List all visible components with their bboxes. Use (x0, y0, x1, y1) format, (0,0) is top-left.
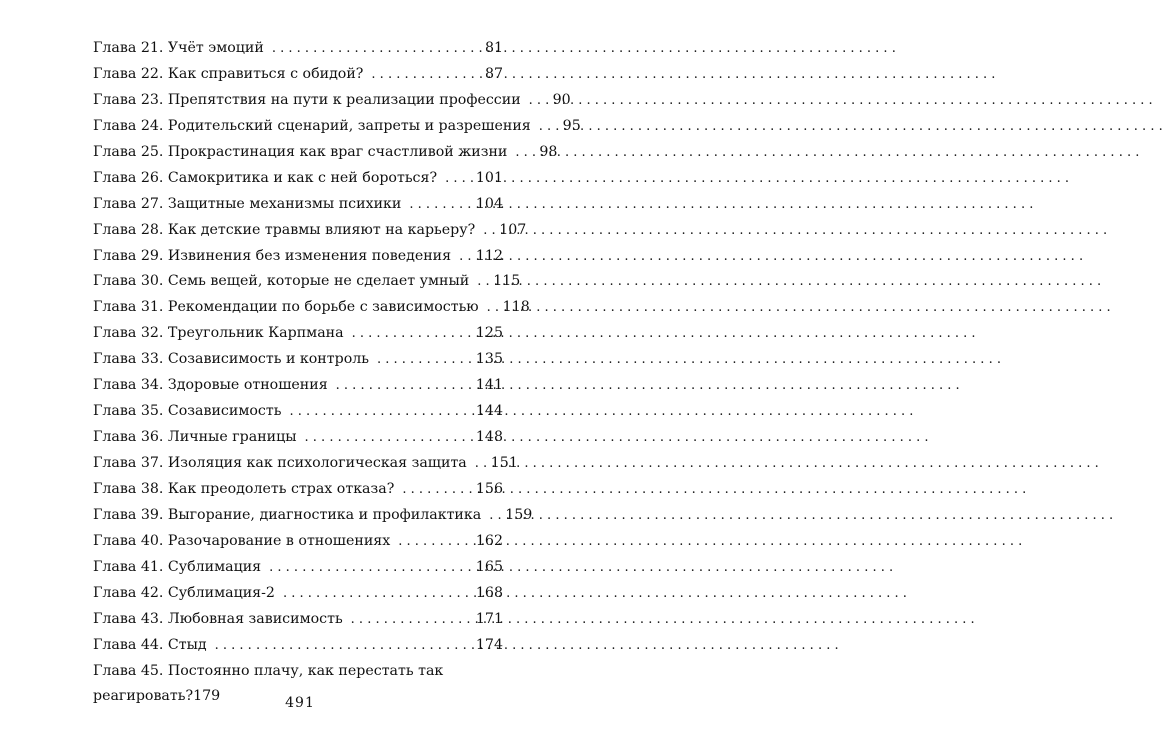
toc-entry-title: Глава 26. Самокритика и как с ней бороться? (93, 169, 438, 186)
toc-entry-page: 125 (475, 325, 503, 342)
toc-entry-leader (305, 425, 472, 451)
toc-entry-page: 104 (475, 195, 503, 212)
toc-entry-page: 162 (475, 532, 503, 549)
toc-entry-page: 115 (493, 273, 521, 290)
toc-entry-leader (371, 62, 473, 88)
toc-entry-title: Глава 24. Родительский сценарий, запреты и разрешения (93, 117, 531, 134)
toc-entry-page: 174 (475, 636, 503, 653)
toc-entry-title: Глава 23. Препятствия на пути к реализации профессии (93, 91, 521, 108)
toc-entry-page: 179 (193, 688, 221, 705)
toc-entry-page: 90 (552, 91, 571, 108)
toc-entry-page: 168 (475, 584, 503, 601)
toc-entry-page: 118 (502, 299, 530, 316)
toc-entry (93, 477, 503, 503)
toc-entry-title: Глава 38. Как преодолеть страх отказа? (93, 480, 395, 497)
toc-entry-leader (351, 607, 472, 633)
toc-entry-leader (483, 218, 495, 244)
toc-entry-title: Глава 22. Как справиться с обидой? (93, 65, 364, 82)
toc-entry-leader (269, 555, 472, 581)
toc-entry (93, 425, 503, 451)
toc-entry (93, 503, 533, 529)
toc-entry-leader (283, 581, 472, 607)
toc-entry-page: 135 (475, 351, 503, 368)
toc-entry-title: Глава 28. Как детские травмы влияют на карьеру? (93, 221, 476, 238)
toc-entry-title: Глава 25. Прокрастинация как враг счастливой жизни (93, 143, 508, 160)
toc-entry-page: 107 (499, 221, 527, 238)
toc-entry (93, 529, 503, 555)
toc-entry-leader (336, 373, 472, 399)
toc-entry-page: 171 (475, 610, 503, 627)
table-of-contents (93, 36, 581, 710)
toc-entry-title: Глава 31. Рекомендации по борьбе с зависимостью (93, 299, 479, 316)
toc-entry-title: Глава 29. Извинения без изменения поведения (93, 247, 452, 264)
toc-entry-title: Глава 21. Учёт эмоций (93, 40, 264, 56)
toc-entry-leader (289, 399, 471, 425)
toc-entry-page: 156 (475, 480, 503, 497)
toc-entry-page: 141 (475, 377, 503, 394)
toc-entry (93, 347, 503, 373)
toc-entry (93, 192, 503, 218)
toc-entry-title: Глава 32. Треугольник Карпмана (93, 325, 344, 342)
toc-entry (93, 88, 571, 114)
toc-entry-leader (272, 36, 473, 62)
toc-entry-leader (402, 477, 472, 503)
toc-entry (93, 114, 581, 140)
toc-entry-title-line1: Глава 45. Постоянно плачу, как перестать так (93, 662, 444, 679)
toc-entry-leader (539, 114, 551, 140)
toc-entry (93, 581, 503, 607)
toc-entry (93, 218, 527, 244)
toc-entry (93, 451, 518, 477)
toc-entry (93, 607, 503, 633)
toc-entry-page: 151 (490, 455, 518, 471)
toc-entry-leader (445, 166, 472, 192)
toc-entry-title: Глава 40. Разочарование в отношениях (93, 532, 391, 549)
toc-entry-leader (529, 88, 541, 114)
toc-entry-leader (477, 269, 489, 295)
toc-entry (93, 269, 521, 295)
toc-entry-leader (515, 140, 527, 166)
toc-entry (93, 555, 503, 581)
toc-entry-leader (352, 321, 472, 347)
toc-entry-page: 95 (562, 117, 581, 134)
toc-entry (93, 633, 503, 659)
toc-entry-title: Глава 30. Семь вещей, которые не сделает умный (93, 273, 470, 290)
toc-entry-leader (487, 295, 499, 321)
toc-entry-page: 165 (475, 558, 503, 575)
toc-entry (93, 166, 503, 192)
toc-entry-title: Глава 34. Здоровые отношения (93, 377, 328, 394)
toc-entry-title-line2: реагировать? (93, 688, 194, 705)
toc-entry (93, 373, 503, 399)
toc-entry-page: 148 (475, 429, 503, 446)
toc-entry-page: 159 (505, 506, 533, 523)
toc-entry-leader (409, 192, 472, 218)
toc-entry-page: 112 (475, 247, 503, 264)
toc-entry-page: 98 (539, 143, 558, 160)
toc-entry-leader (377, 347, 472, 373)
toc-entry (93, 321, 503, 347)
toc-entry-leader (489, 503, 501, 529)
toc-entry-title: Глава 43. Любовная зависимость (93, 610, 343, 627)
toc-entry-leader (215, 633, 472, 659)
toc-entry-page: 144 (475, 403, 503, 420)
toc-entry-leader (475, 451, 487, 477)
toc-entry-title: Глава 27. Защитные механизмы психики (93, 195, 402, 212)
toc-entry-title: Глава 33. Созависимость и контроль (93, 351, 369, 368)
toc-entry-title: Глава 41. Сублимация (93, 558, 262, 575)
toc-entry (93, 140, 558, 166)
toc-entry-title: Глава 44. Стыд (93, 636, 207, 653)
toc-entry-title: Глава 39. Выгорание, диагностика и профилактика (93, 506, 482, 523)
page-number: 491 (285, 695, 315, 711)
toc-entry-leader (459, 244, 472, 270)
toc-entry-page: 87 (484, 65, 503, 82)
toc-entry-title: Глава 36. Личные границы (93, 429, 297, 446)
toc-entry (93, 399, 503, 425)
toc-entry-title: Глава 37. Изоляция как психологическая защита (93, 455, 467, 471)
toc-entry-page: 81 (484, 40, 503, 56)
toc-entry (93, 36, 503, 62)
toc-entry-leader (398, 529, 472, 555)
toc-entry (93, 62, 503, 88)
toc-list (93, 36, 581, 659)
toc-entry-title: Глава 42. Сублимация-2 (93, 584, 275, 601)
toc-entry-page: 101 (475, 169, 503, 186)
toc-entry (93, 295, 530, 321)
toc-entry (93, 244, 503, 270)
toc-entry-title: Глава 35. Созависимость (93, 403, 282, 420)
